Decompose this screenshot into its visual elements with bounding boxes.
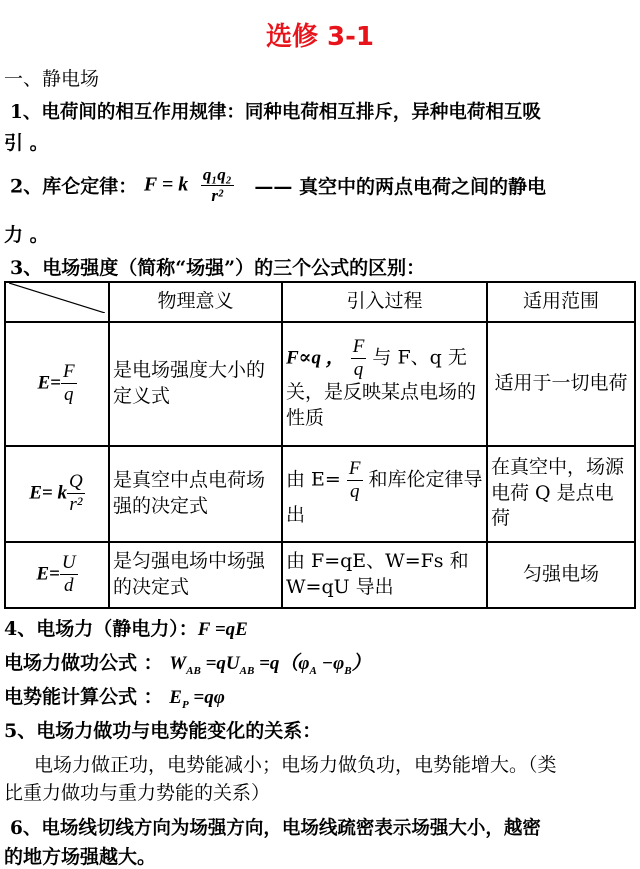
formula-numerator: U	[61, 552, 76, 574]
work-formula: $W_{AB} =qU_{AB} =q(\varphi_A -\varphi_B)$	[169, 653, 371, 677]
scope-cell: 适用于一切电荷	[487, 322, 635, 446]
table-header-meaning: 物理意义	[109, 282, 282, 322]
paragraph-5-body-continued: 比重力做功与重力势能的关系）	[4, 782, 271, 804]
work-formula-label: 电场力做功公式 ：	[4, 652, 163, 674]
coulomb-denominator: r²	[211, 185, 224, 205]
electric-force-formula: F =qE	[197, 619, 248, 640]
coulomb-description: —— 真空中的两点电荷之间的静电	[254, 175, 546, 198]
formula-fraction	[67, 471, 85, 516]
formula-cell	[5, 322, 109, 446]
formula-lhs: E=	[37, 372, 61, 394]
process-denominator: q	[349, 481, 360, 503]
process-denominator: q	[353, 358, 364, 380]
work-formula-line	[4, 648, 371, 677]
formula-lhs: E= k	[29, 482, 67, 504]
section-heading: 一、静电场	[4, 68, 100, 90]
table-row	[5, 446, 635, 542]
process-prefix: 由 E=	[286, 468, 341, 491]
formula-lhs: E=	[36, 563, 60, 585]
field-strength-table	[4, 281, 636, 609]
process-suffix: 与 F、q 无关，是反映某点电场的性质	[286, 346, 477, 429]
scope-cell: 匀强电场	[487, 542, 635, 608]
diagonal-line	[9, 283, 105, 313]
coulomb-fraction	[201, 165, 234, 205]
meaning-cell: 是真空中点电荷场强的决定式	[109, 446, 282, 542]
table-header-row	[5, 282, 635, 322]
meaning-cell: 是匀强电场中场强的决定式	[109, 542, 282, 608]
page-title: 选修 3-1	[265, 22, 375, 52]
coulomb-formula-left: F = k	[143, 173, 189, 196]
table-header-process: 引入过程	[282, 282, 487, 322]
potential-energy-label: 电势能计算公式 ：	[4, 686, 163, 708]
paragraph-4	[4, 614, 248, 641]
process-fraction	[347, 458, 363, 503]
formula-denominator: q	[63, 384, 74, 406]
process-cell	[282, 322, 487, 446]
process-numerator: F	[348, 458, 361, 480]
paragraph-6: 6、电场线切线方向为场强方向，电场线疏密表示场强大小，越密	[10, 818, 541, 839]
meaning-cell: 是电场强度大小的定义式	[109, 322, 282, 446]
paragraph-2-continued: 力 。	[4, 224, 49, 246]
process-numerator: F	[352, 335, 365, 357]
potential-energy-formula: $E_P =q\varphi$	[169, 687, 225, 711]
paragraph-5-body: 电场力做正功，电势能减小；电场力做负功，电势能增大。（类	[34, 754, 557, 776]
table-row	[5, 322, 635, 446]
coulomb-label: 2、库仑定律：	[10, 175, 138, 198]
process-fraction	[351, 336, 367, 381]
formula-numerator: Q	[69, 471, 83, 493]
formula-numerator: F	[62, 361, 75, 383]
paragraph-3: 3、电场强度（简称“场强”）的三个公式的区别：	[10, 257, 426, 279]
potential-energy-line	[4, 682, 225, 711]
process-suffix: 和库伦定律导出	[286, 468, 483, 527]
formula-cell	[5, 446, 109, 542]
formula-cell	[5, 542, 109, 608]
formula-fraction	[61, 361, 77, 406]
coulomb-numerator: q₁q₂	[202, 165, 232, 184]
table-row	[5, 542, 635, 608]
paragraph-1-continued: 引 。	[4, 132, 49, 154]
process-prefix: F∝q ，	[286, 347, 345, 368]
paragraph-6-continued: 的地方场强越大。	[4, 846, 157, 868]
scope-cell: 在真空中，场源电荷 Q 是点电荷	[487, 446, 635, 542]
electric-force-label: 4、电场力（静电力）：	[4, 618, 198, 640]
process-cell	[282, 446, 487, 542]
paragraph-5: 5、电场力做功与电势能变化的关系：	[4, 720, 322, 742]
table-corner-cell	[5, 282, 109, 322]
table-header-scope: 适用范围	[487, 282, 635, 322]
formula-denominator: r²	[69, 494, 83, 516]
paragraph-1: 1、电荷间的相互作用规律：同种电荷相互排斥，异种电荷相互吸	[10, 102, 541, 123]
process-cell: 由 F=qE、W=Fs 和 W=qU 导出	[282, 542, 487, 608]
paragraph-2	[10, 165, 546, 205]
formula-denominator: d	[63, 575, 74, 597]
formula-fraction	[60, 552, 78, 597]
